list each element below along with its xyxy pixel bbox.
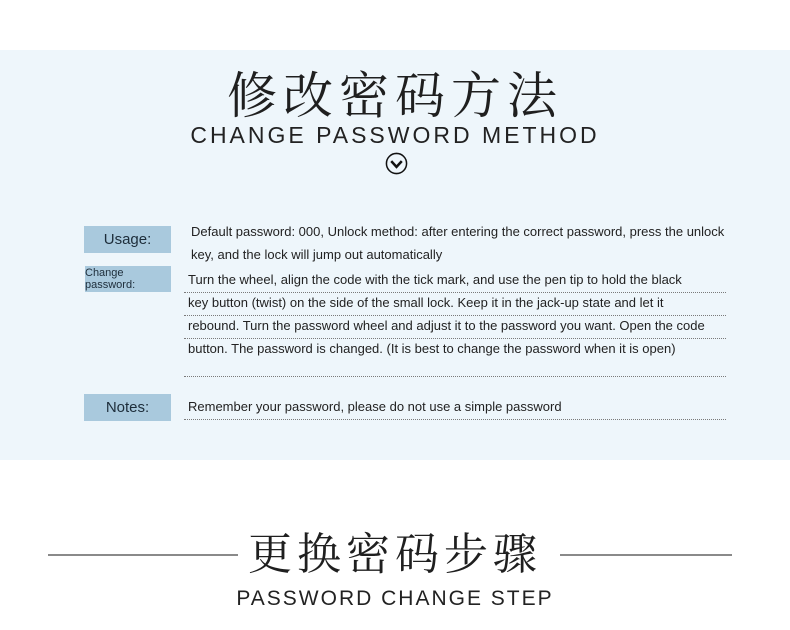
change-password-line xyxy=(184,269,726,293)
section-title-cn: 修改密码方法 xyxy=(227,67,563,125)
usage-line: Default password: 000, Unlock method: after entering the correct password, press the unlock xyxy=(191,224,725,239)
circle-chevron-down-icon xyxy=(385,152,408,175)
step-title-en: PASSWORD CHANGE STEP xyxy=(236,587,554,610)
usage-label: Usage: xyxy=(84,226,171,253)
change-password-line xyxy=(184,315,726,339)
notes-text: Remember your password, please do not use a simple password xyxy=(188,399,562,414)
section-title-en: CHANGE PASSWORD METHOD xyxy=(190,122,600,148)
line-text: button. The password is changed. (It is best to change the password when it is open) xyxy=(188,341,676,356)
dotted-rule xyxy=(184,353,726,377)
line-text: rebound. Turn the password wheel and adjust it to the password you want. Open the code xyxy=(188,318,705,333)
notes-label: Notes: xyxy=(84,394,171,421)
change-password-label: Change password: xyxy=(85,266,171,292)
line-text: key button (twist) on the side of the small lock. Keep it in the jack-up state and let it xyxy=(188,295,664,310)
change-password-line xyxy=(184,292,726,316)
usage-line: key, and the lock will jump out automatically xyxy=(191,247,443,262)
usage-text xyxy=(191,220,751,266)
step-title-cn: 更换密码步骤 xyxy=(248,529,542,580)
notes-line xyxy=(184,396,726,420)
line-text: Turn the wheel, align the code with the tick mark, and use the pen tip to hold the black xyxy=(188,272,682,287)
